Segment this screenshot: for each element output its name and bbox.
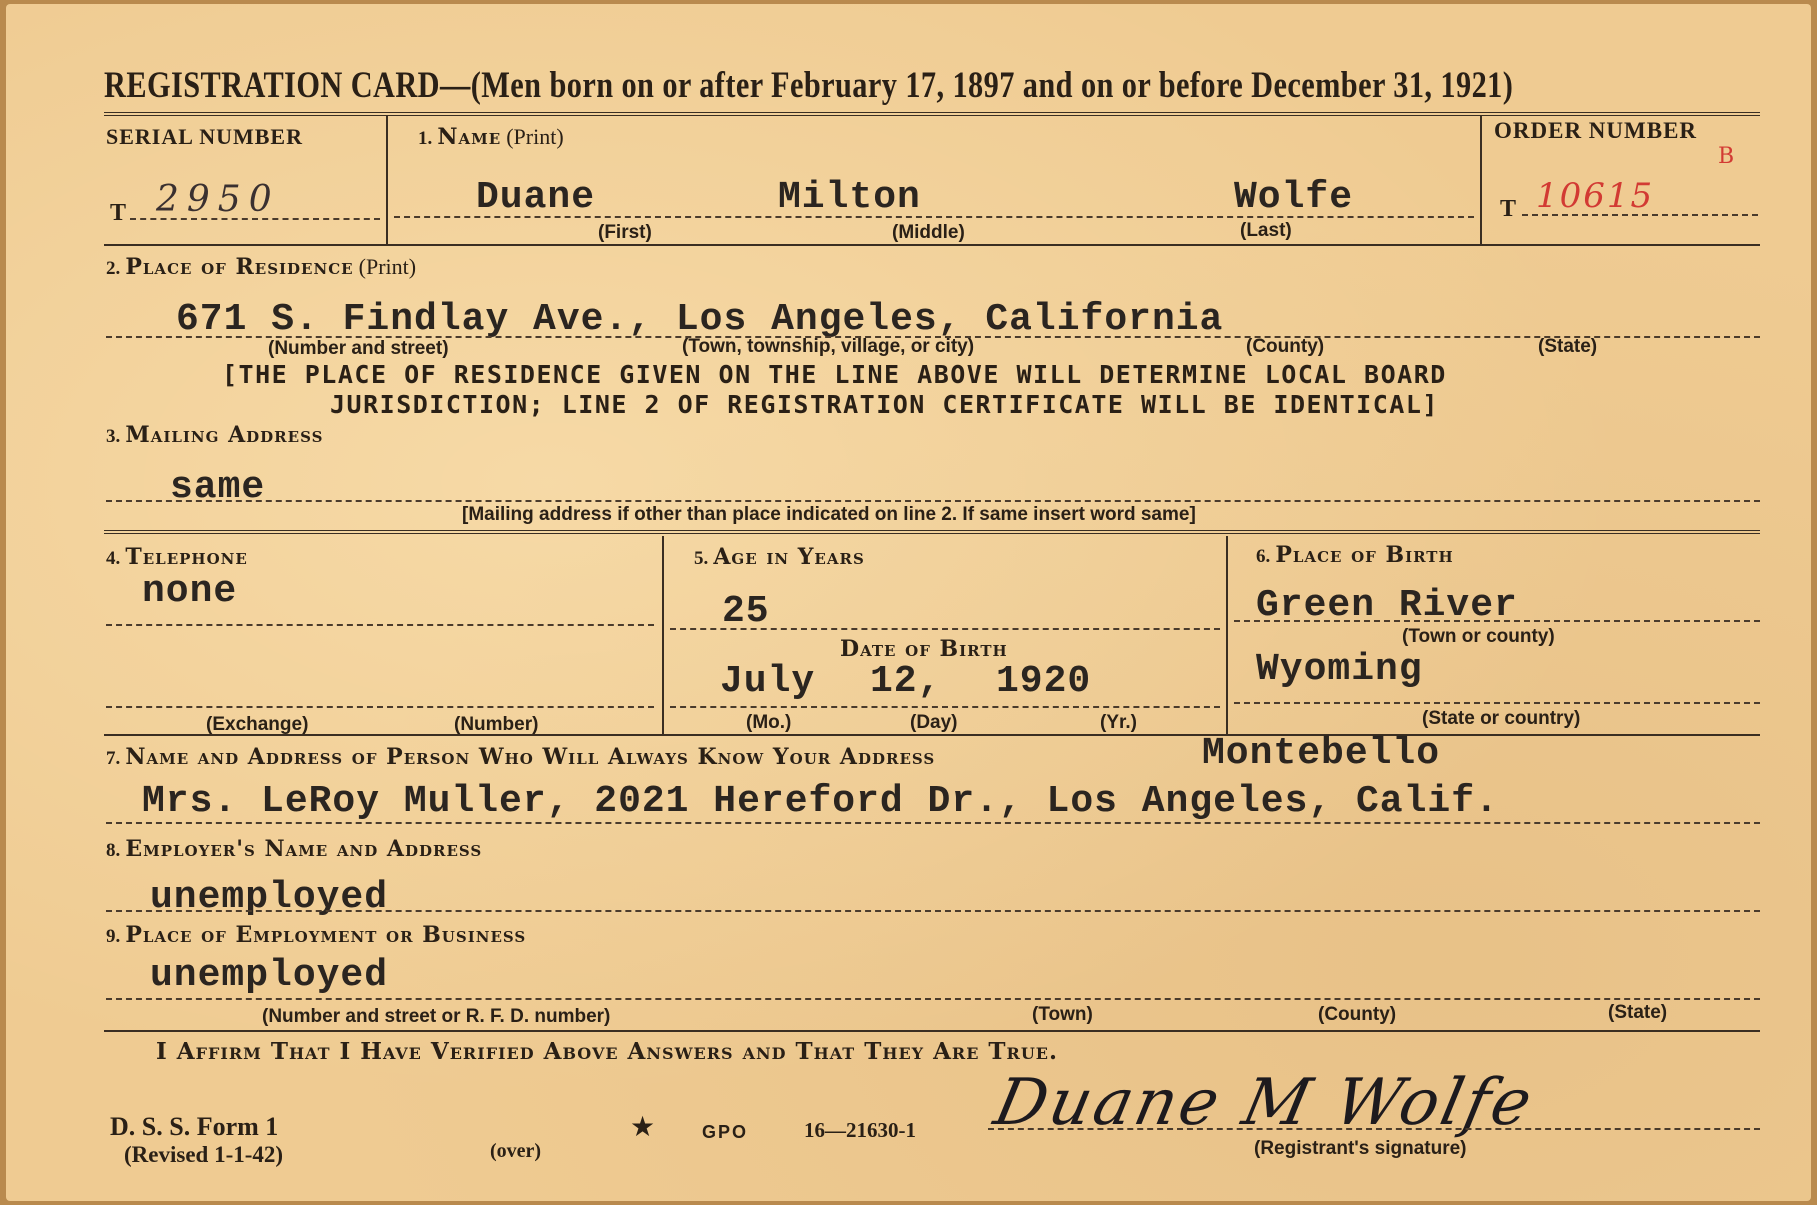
- employment-state-caption: (State): [1608, 1002, 1668, 1023]
- age-value: 25: [722, 590, 770, 633]
- residence-state-caption: (State): [1538, 336, 1598, 357]
- over-text: (over): [490, 1140, 542, 1162]
- order-line: [1522, 214, 1758, 216]
- mailing-value: same: [170, 466, 266, 509]
- employer-label-number: 8.: [106, 840, 121, 861]
- signature-caption: (Registrant's signature): [1254, 1138, 1467, 1159]
- registrant-signature: Duane M Wolfe: [988, 1066, 1541, 1140]
- residence-town-caption: (Town, township, village, or city): [682, 336, 975, 357]
- birthplace-state: Wyoming: [1256, 648, 1423, 691]
- registration-card: [6, 4, 1811, 1201]
- age-divider: [1226, 536, 1228, 734]
- contact-value: Mrs. LeRoy Muller, 2021 Hereford Dr., Los Angeles, Calif.: [142, 780, 1499, 823]
- dob-day-caption: (Day): [910, 712, 958, 733]
- residence-notice-line2: JURISDICTION; LINE 2 OF REGISTRATION CERTIFICATE WILL BE IDENTICAL]: [330, 390, 1439, 419]
- birthplace-label-text: Place of Birth: [1275, 542, 1454, 568]
- telephone-label-number: 4.: [106, 548, 121, 569]
- employment-county-caption: (County): [1318, 1004, 1397, 1025]
- serial-prefix: T: [110, 200, 127, 226]
- print-code: 16—21630-1: [804, 1118, 916, 1142]
- affirm-rule: [104, 1030, 1760, 1032]
- last-name-value: Wolfe: [1234, 176, 1354, 219]
- gpo-text: GPO: [702, 1122, 749, 1142]
- order-superscript: B: [1718, 144, 1737, 169]
- birthplace-town-line: [1234, 620, 1760, 622]
- row1-bottom-rule: [104, 244, 1760, 246]
- serial-number-label: SERIAL NUMBER: [106, 124, 303, 149]
- first-name-value: Duane: [476, 176, 596, 219]
- birthplace-label-number: 6.: [1256, 546, 1271, 567]
- mailing-label: [106, 422, 323, 448]
- birthplace-state-line: [1234, 702, 1760, 704]
- telephone-line-1: [106, 624, 654, 626]
- residence-county-caption: (County): [1246, 336, 1325, 357]
- row4-bottom-rule: [104, 734, 1760, 736]
- age-label-text: Age in Years: [713, 544, 865, 570]
- residence-notice-line1: [THE PLACE OF RESIDENCE GIVEN ON THE LINE ABOVE WILL DETERMINE LOCAL BOARD: [222, 360, 1447, 389]
- middle-caption: (Middle): [892, 222, 965, 243]
- age-line: [670, 628, 1220, 630]
- dob-year-caption: (Yr.): [1100, 712, 1137, 733]
- birthplace-town-caption: (Town or county): [1402, 626, 1555, 647]
- dob-line: [670, 706, 1220, 708]
- signature-line: [988, 1128, 1760, 1130]
- employer-label-text: Employer's Name and Address: [125, 836, 483, 862]
- dob-label: Date of Birth: [840, 636, 1008, 662]
- form-number: D. S. S. Form 1: [110, 1112, 279, 1141]
- birthplace-label: [1256, 542, 1454, 568]
- mailing-label-text: Mailing Address: [125, 422, 324, 448]
- telephone-label: [106, 544, 248, 570]
- dob-month: July: [720, 660, 816, 703]
- contact-label-number: 7.: [106, 748, 121, 769]
- contact-label: [106, 744, 935, 770]
- order-divider: [1480, 116, 1482, 244]
- order-number-value: 10615: [1536, 176, 1655, 216]
- contact-annotation: Montebello: [1202, 732, 1441, 775]
- residence-value: 671 S. Findlay Ave., Los Angeles, California: [176, 298, 1224, 341]
- last-caption: (Last): [1240, 220, 1292, 241]
- birthplace-state-caption: (State or country): [1422, 708, 1581, 729]
- affirmation-text: I Affirm That I Have Verified Above Answers and That They Are True.: [156, 1038, 1058, 1065]
- employer-label: [106, 836, 482, 862]
- middle-name-value: Milton: [778, 176, 921, 219]
- telephone-divider: [662, 536, 664, 734]
- telephone-line-2: [106, 706, 654, 708]
- serial-number-value: 2950: [156, 179, 280, 220]
- residence-label: [106, 254, 416, 280]
- employment-place-label-text: Place of Employment or Business: [125, 922, 527, 948]
- contact-label-text: Name and Address of Person Who Will Always Know Your Address: [125, 744, 936, 770]
- dob-month-caption: (Mo.): [746, 712, 792, 733]
- serial-line: [130, 218, 380, 220]
- order-prefix: T: [1500, 196, 1517, 222]
- employer-value: unemployed: [150, 876, 389, 919]
- age-label-number: 5.: [694, 548, 709, 569]
- star-icon: ★: [630, 1110, 656, 1143]
- name-line: [394, 216, 1474, 218]
- section-rule: [104, 530, 1760, 534]
- mailing-line: [106, 500, 1760, 502]
- serial-divider: [386, 116, 388, 244]
- name-label-suffix: (Print): [506, 124, 564, 149]
- employment-place-line: [106, 998, 1760, 1000]
- dob-day: 12,: [870, 660, 942, 703]
- name-label: [418, 124, 564, 150]
- order-number-label: ORDER NUMBER: [1494, 118, 1698, 143]
- residence-label-number: 2.: [106, 258, 121, 279]
- mailing-caption: [Mailing address if other than place indicated on line 2. If same insert word same]: [462, 504, 1196, 525]
- employment-street-caption: (Number and street or R. F. D. number): [262, 1006, 611, 1027]
- residence-label-suffix: (Print): [358, 254, 417, 279]
- age-label: [694, 544, 865, 570]
- contact-line: [106, 822, 1760, 824]
- name-label-text: Name: [437, 124, 502, 150]
- employment-town-caption: (Town): [1032, 1004, 1093, 1025]
- residence-label-text: Place of Residence: [125, 254, 354, 280]
- form-revised: (Revised 1-1-42): [124, 1142, 284, 1167]
- card-header: REGISTRATION CARD—(Men born on or after February 17, 1897 and on or before December 31, 1921): [104, 65, 1514, 106]
- telephone-number-caption: (Number): [454, 714, 539, 735]
- birthplace-town: Green River: [1256, 584, 1518, 627]
- dob-year: 1920: [996, 660, 1092, 703]
- residence-street-caption: (Number and street): [268, 338, 449, 359]
- telephone-value: none: [142, 570, 238, 613]
- employment-place-label-number: 9.: [106, 926, 121, 947]
- mailing-label-number: 3.: [106, 426, 121, 447]
- employment-place-label: [106, 922, 526, 948]
- name-label-number: 1.: [418, 128, 433, 149]
- telephone-label-text: Telephone: [125, 544, 248, 570]
- first-caption: (First): [598, 222, 652, 243]
- employment-place-value: unemployed: [150, 954, 389, 997]
- employer-line: [106, 910, 1760, 912]
- telephone-exchange-caption: (Exchange): [206, 714, 309, 735]
- header-rule: [104, 112, 1760, 116]
